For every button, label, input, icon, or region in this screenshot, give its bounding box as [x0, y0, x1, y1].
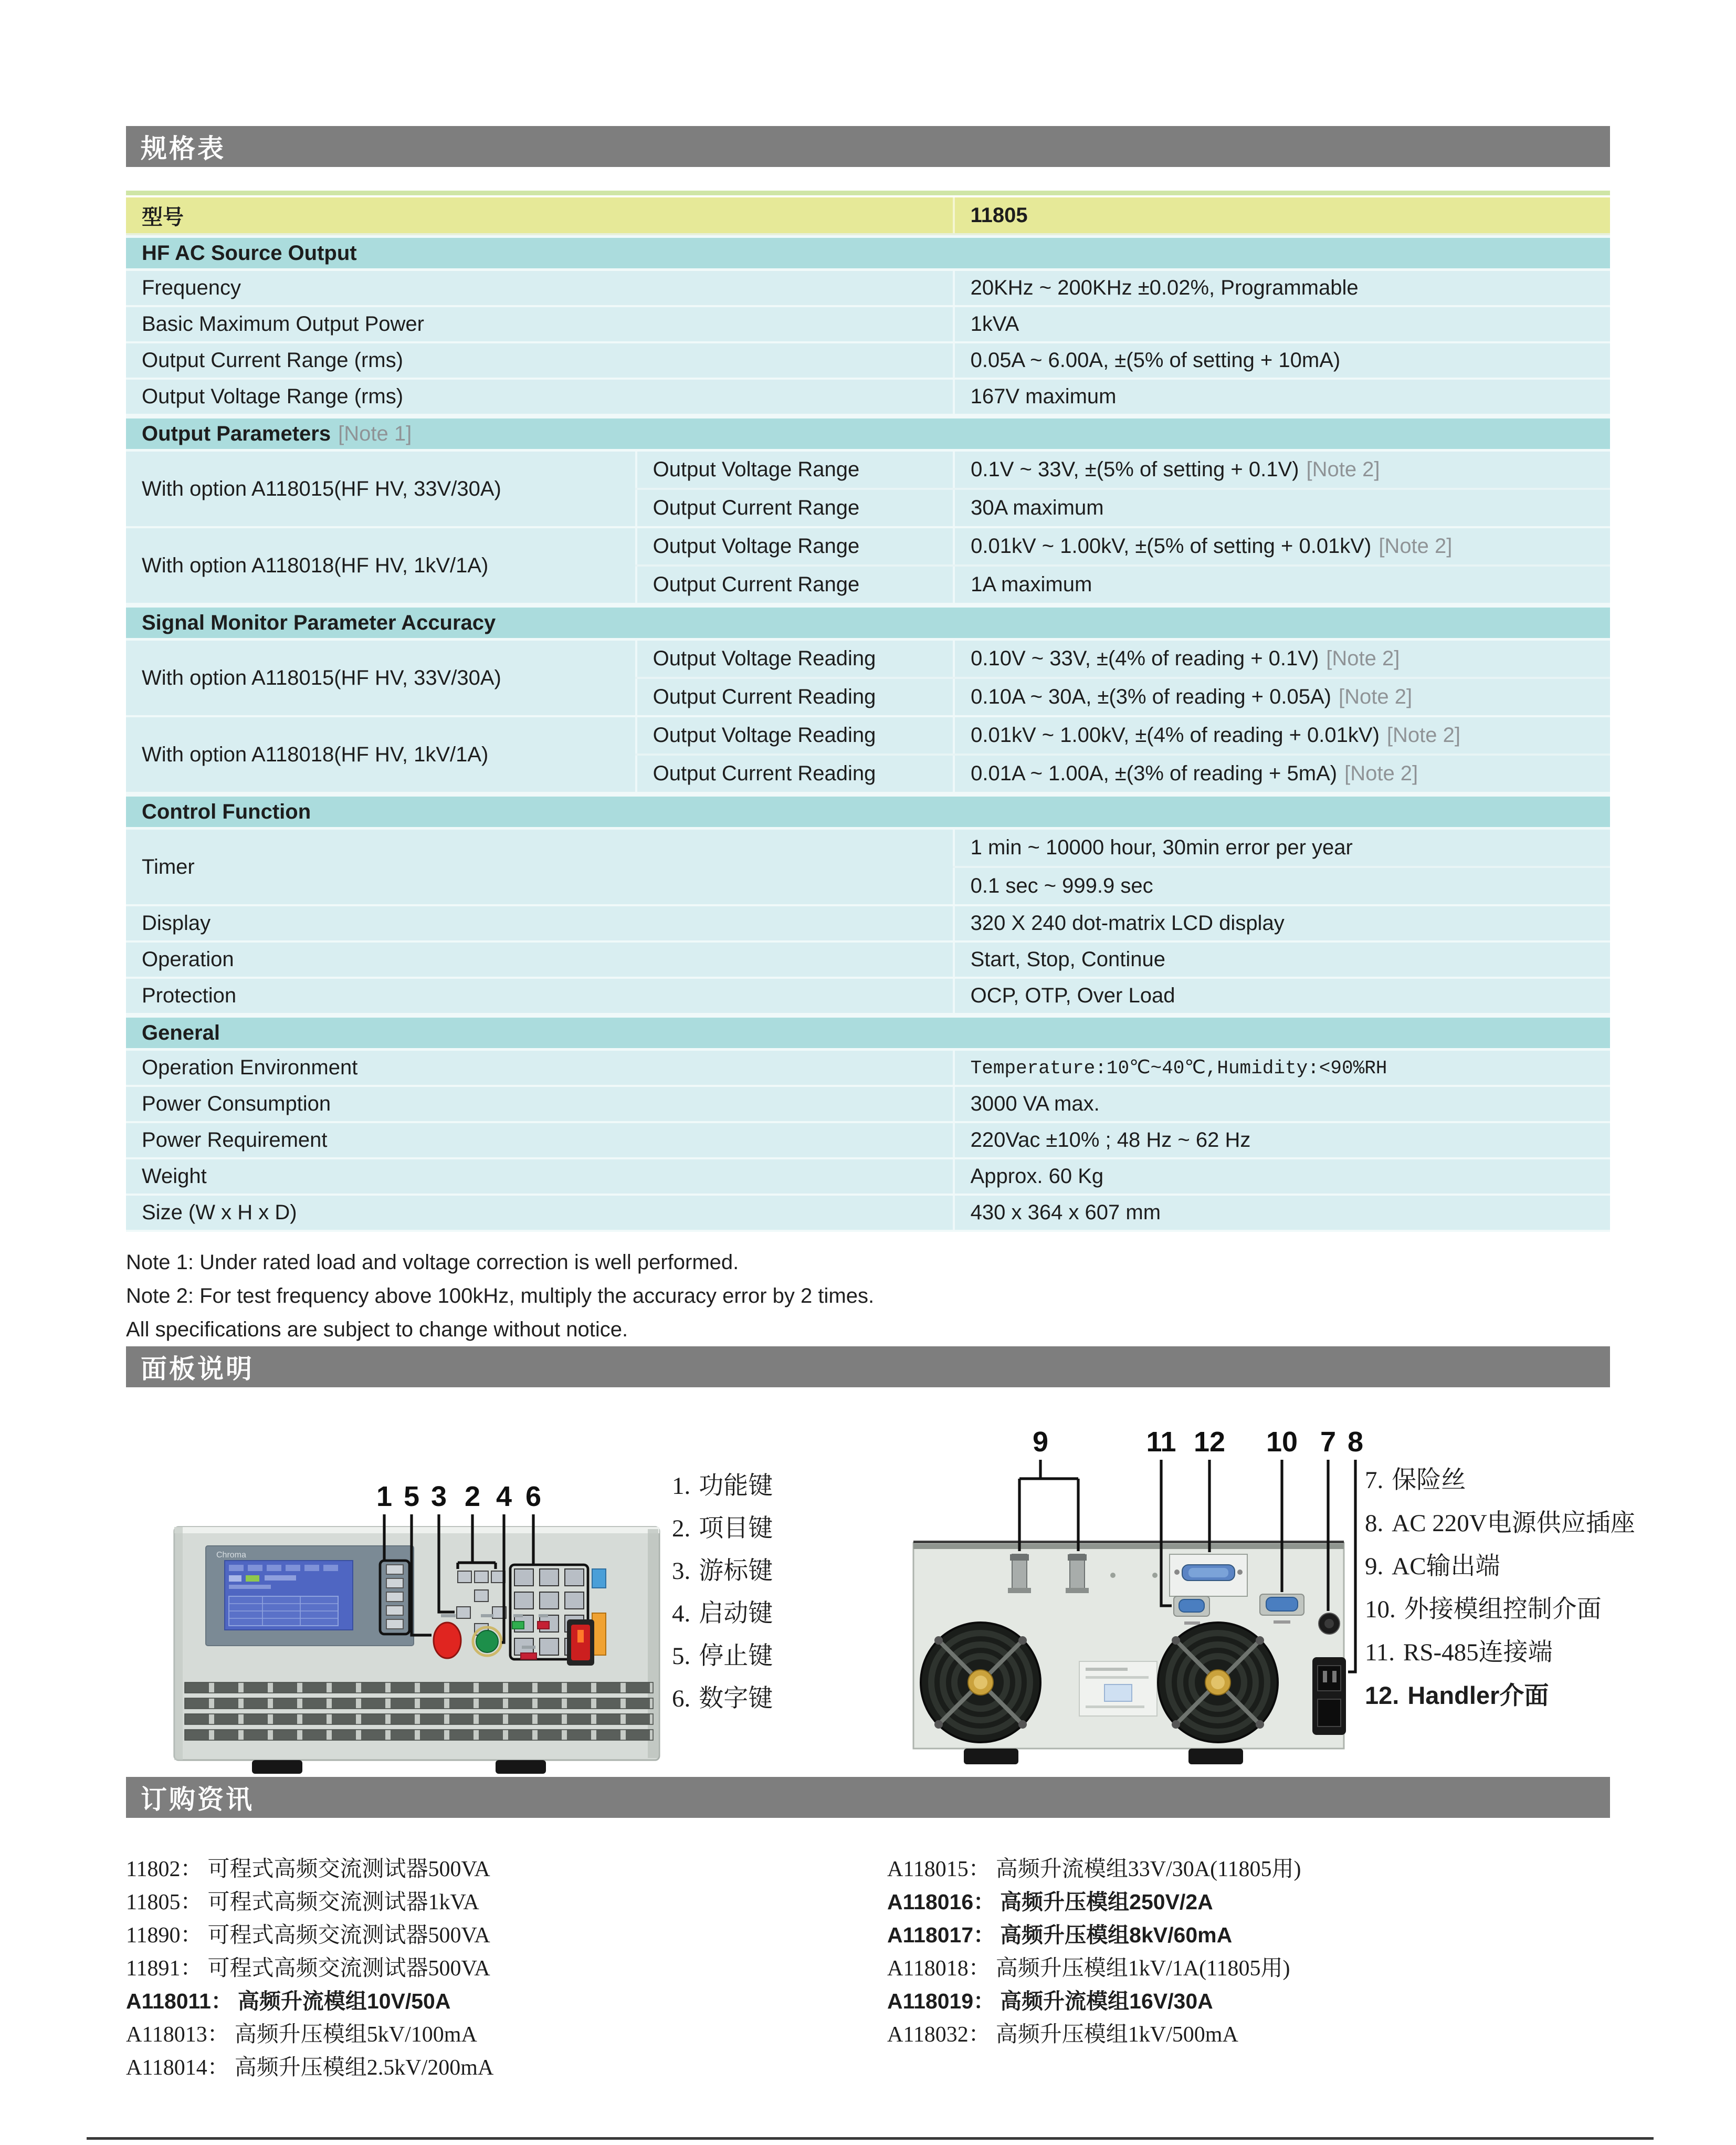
section-title: Signal Monitor Parameter Accuracy	[142, 611, 496, 634]
spec-label: Output Voltage Range (rms)	[142, 385, 404, 408]
callout-number: 3	[430, 1481, 447, 1512]
spec-value: 0.1V ~ 33V, ±(5% of setting + 0.1V) [Note 2]	[953, 452, 1610, 488]
device-foot	[1188, 1749, 1243, 1764]
section-header	[126, 1015, 1610, 1051]
callout-number: 12	[1193, 1426, 1226, 1458]
footnote-2: Note 2: For test frequency above 100kHz, multiply the accuracy error by 2 times.	[126, 1284, 875, 1307]
table-row	[126, 1051, 1610, 1087]
section-header	[126, 235, 1610, 271]
spec-value: Start, Stop, Continue	[953, 943, 1610, 977]
fail-led	[538, 1621, 549, 1629]
section-title: General	[142, 1021, 220, 1044]
table-row	[126, 979, 1610, 1015]
fan	[1158, 1623, 1278, 1742]
order-item: 11890： 可程式高频交流测试器500VA	[126, 1923, 490, 1948]
table-subrow	[635, 756, 1610, 792]
table-row	[126, 380, 1610, 416]
order-item: A118019： 高频升流模组16V/30A	[887, 1989, 1213, 2013]
spec-label: Output Current Range (rms)	[142, 349, 403, 372]
model-value: 11805	[953, 197, 1610, 233]
callout-number: 8	[1347, 1426, 1364, 1458]
spec-value: 0.01A ~ 1.00A, ±(3% of reading + 5mA) [Note 2]	[953, 756, 1610, 792]
spec-sublabel: Output Current Reading	[635, 756, 953, 792]
order-column-left	[126, 1850, 887, 2082]
spec-group-label: With option A118018(HF HV, 1kV/1A)	[142, 553, 489, 577]
list-item: 3. 游标键	[672, 1557, 773, 1585]
ordering-info	[126, 1850, 1610, 2082]
fan	[921, 1623, 1040, 1742]
spec-label: Operation	[142, 948, 234, 971]
table-group-row	[126, 830, 1610, 906]
spec-value: 0.01kV ~ 1.00kV, ±(5% of setting + 0.01kV) [Note 2]	[953, 528, 1610, 564]
spec-label: Power Requirement	[142, 1128, 328, 1152]
spec-sublabel: Output Voltage Reading	[635, 641, 953, 677]
test-led	[521, 1653, 536, 1659]
spec-label: Frequency	[142, 276, 241, 299]
power-switch	[567, 1619, 594, 1666]
spec-section-title-bar	[126, 126, 1610, 167]
table-subrow	[635, 641, 1610, 679]
callout-number: 11	[1146, 1426, 1176, 1458]
callout-number: 4	[496, 1481, 512, 1512]
list-item: 4. 启动键	[672, 1600, 773, 1627]
spec-table	[126, 191, 1610, 1232]
spec-value: 220Vac ±10% ; 48 Hz ~ 62 Hz	[953, 1123, 1610, 1157]
panel-section-title: 面板说明	[141, 1354, 254, 1384]
order-item: 11802： 可程式高频交流测试器500VA	[126, 1857, 490, 1881]
section-title: Output Parameters	[142, 422, 331, 445]
device-foot	[252, 1760, 302, 1774]
table-group-row	[126, 528, 1610, 605]
order-item: A118018： 高频升压模组1kV/1A(11805用)	[887, 1956, 1290, 1981]
item-keys	[458, 1571, 505, 1583]
spec-sublabel: Output Voltage Range	[635, 528, 953, 564]
rear-key-list	[1365, 1397, 1711, 1777]
spec-value: Temperature:10℃~40℃,Humidity:<90%RH	[953, 1051, 1610, 1085]
table-subrow	[635, 490, 1610, 526]
callout-number: 6	[525, 1481, 542, 1512]
order-column-right	[887, 1850, 1301, 2082]
table-top-strip	[126, 191, 1610, 197]
page-bottom-rule	[87, 2137, 1654, 2140]
spec-sublabel: Output Voltage Reading	[635, 717, 953, 754]
handler-connector	[1170, 1554, 1247, 1596]
callout-number: 2	[464, 1481, 481, 1512]
spec-value: 0.05A ~ 6.00A, ±(5% of setting + 10mA)	[953, 343, 1610, 378]
spec-label: Timer	[142, 855, 195, 878]
spec-label: Operation Environment	[142, 1056, 358, 1079]
table-subrow	[635, 452, 1610, 490]
spec-value: 30A maximum	[953, 490, 1610, 526]
spec-value: 1A maximum	[953, 567, 1610, 603]
spec-value: 167V maximum	[953, 380, 1610, 414]
order-item: A118014： 高频升压模组2.5kV/200mA	[126, 2055, 494, 2080]
spec-label: Weight	[142, 1165, 207, 1188]
table-row	[126, 1196, 1610, 1232]
spec-value: OCP, OTP, Over Load	[953, 979, 1610, 1013]
spec-label: Display	[142, 912, 211, 935]
spec-label: Basic Maximum Output Power	[142, 312, 424, 336]
spec-sublabel: Output Current Range	[635, 567, 953, 603]
brand-label: Chroma	[216, 1551, 246, 1560]
spec-label: Size (W x H x D)	[142, 1201, 297, 1224]
order-section-title: 订购资讯	[141, 1785, 254, 1814]
spec-sublabel: Output Voltage Range	[635, 452, 953, 488]
footnote-1: Note 1: Under rated load and voltage correction is well performed.	[126, 1251, 739, 1274]
list-item: 5. 停止键	[672, 1642, 773, 1670]
callout-number: 1	[376, 1481, 393, 1512]
page-content	[126, 0, 1635, 2082]
order-item: 11805： 可程式高频交流测试器1kVA	[126, 1890, 479, 1914]
spec-sublabel: Output Current Range	[635, 490, 953, 526]
list-item: 12. Handler介面	[1365, 1681, 1549, 1709]
list-item: 9. AC输出端	[1365, 1553, 1500, 1580]
ac-inlet	[1312, 1657, 1346, 1735]
fuse-holder	[1319, 1613, 1340, 1634]
order-item: A118015： 高频升流模组33V/30A(11805用)	[887, 1857, 1301, 1881]
spec-group-label: With option A118018(HF HV, 1kV/1A)	[142, 742, 489, 766]
table-subrow	[635, 528, 1610, 567]
model-row	[126, 197, 1610, 235]
table-group-row	[126, 641, 1610, 717]
table-row	[126, 943, 1610, 979]
spec-value: 0.10A ~ 30A, ±(3% of reading + 0.05A) [Note 2]	[953, 679, 1610, 715]
order-item: A118032： 高频升压模组1kV/500mA	[887, 2022, 1238, 2047]
spec-value: 1kVA	[953, 307, 1610, 341]
spec-value: 320 X 240 dot-matrix LCD display	[953, 906, 1610, 940]
panel-figures	[126, 1397, 1635, 1777]
section-title: HF AC Source Output	[142, 241, 357, 265]
order-item: A118011： 高频升流模组10V/50A	[126, 1989, 451, 2013]
order-item: A118017： 高频升压模组8kV/60mA	[887, 1923, 1233, 1947]
table-subrow	[635, 679, 1610, 715]
device-foot	[496, 1760, 546, 1774]
spec-label: Power Consumption	[142, 1092, 331, 1115]
spec-label: Protection	[142, 984, 237, 1007]
model-label: 型号	[142, 205, 184, 229]
footnotes	[126, 1246, 1610, 1346]
label-plate	[1079, 1661, 1157, 1716]
blue-key	[592, 1569, 606, 1588]
table-row	[126, 906, 1610, 943]
table-subrow	[953, 868, 1610, 904]
panel-section-title-bar	[126, 1346, 1610, 1387]
rear-panel-figure	[840, 1397, 1365, 1777]
table-row	[126, 1159, 1610, 1196]
section-header	[126, 416, 1610, 452]
order-section-title-bar	[126, 1777, 1610, 1818]
start-button	[476, 1630, 498, 1652]
spec-value: 20KHz ~ 200KHz ±0.02%, Programmable	[953, 271, 1610, 305]
spec-group-label: With option A118015(HF HV, 33V/30A)	[142, 666, 501, 689]
front-key-list	[672, 1397, 840, 1777]
front-device	[174, 1527, 659, 1774]
table-row	[126, 1123, 1610, 1159]
table-row	[126, 343, 1610, 380]
callout-number: 7	[1320, 1426, 1337, 1458]
table-group-row	[126, 717, 1610, 794]
table-subrow	[635, 717, 1610, 756]
table-row	[126, 307, 1610, 343]
spec-value: 1 min ~ 10000 hour, 30min error per year	[953, 830, 1610, 866]
list-item: 2. 项目键	[672, 1515, 773, 1542]
table-row	[126, 1087, 1610, 1123]
spec-section-title: 规格表	[141, 134, 226, 163]
spec-value: 0.10V ~ 33V, ±(4% of reading + 0.1V) [Note 2]	[953, 641, 1610, 677]
list-item: 7. 保险丝	[1365, 1467, 1466, 1494]
list-item: 11. RS-485连接端	[1365, 1639, 1553, 1666]
spec-value: 430 x 364 x 607 mm	[953, 1196, 1610, 1230]
footnote-3: All specifications are subject to change without notice.	[126, 1318, 628, 1341]
spec-sublabel: Output Current Reading	[635, 679, 953, 715]
list-item: 10. 外接模组控制介面	[1365, 1596, 1602, 1623]
device-foot	[964, 1749, 1018, 1764]
order-item: A118013： 高频升压模组5kV/100mA	[126, 2022, 477, 2047]
section-title: Control Function	[142, 800, 311, 823]
spec-value: 0.01kV ~ 1.00kV, ±(4% of reading + 0.01kV) [Note 2]	[953, 717, 1610, 754]
table-subrow	[635, 567, 1610, 603]
callout-number: 9	[1032, 1426, 1049, 1458]
table-row	[126, 271, 1610, 307]
pass-led	[512, 1621, 524, 1629]
spec-value: 0.1 sec ~ 999.9 sec	[953, 868, 1610, 904]
table-subrow	[953, 830, 1610, 868]
list-item: 6. 数字键	[672, 1685, 773, 1712]
section-note: [Note 1]	[338, 422, 412, 445]
order-item: A118016： 高频升压模组250V/2A	[887, 1890, 1213, 1914]
callout-number: 10	[1266, 1426, 1298, 1458]
spec-value: 3000 VA max.	[953, 1087, 1610, 1121]
front-panel-figure	[126, 1397, 672, 1777]
callout-number: 5	[403, 1481, 420, 1512]
section-header	[126, 605, 1610, 641]
table-group-row	[126, 452, 1610, 528]
section-header	[126, 794, 1610, 830]
order-item: 11891： 可程式高频交流测试器500VA	[126, 1956, 490, 1981]
spec-group-label: With option A118015(HF HV, 33V/30A)	[142, 477, 501, 500]
stop-button	[434, 1623, 461, 1658]
list-item: 1. 功能键	[672, 1472, 773, 1500]
spec-value: Approx. 60 Kg	[953, 1159, 1610, 1194]
list-item: 8. AC 220V电源供应插座	[1365, 1510, 1635, 1537]
